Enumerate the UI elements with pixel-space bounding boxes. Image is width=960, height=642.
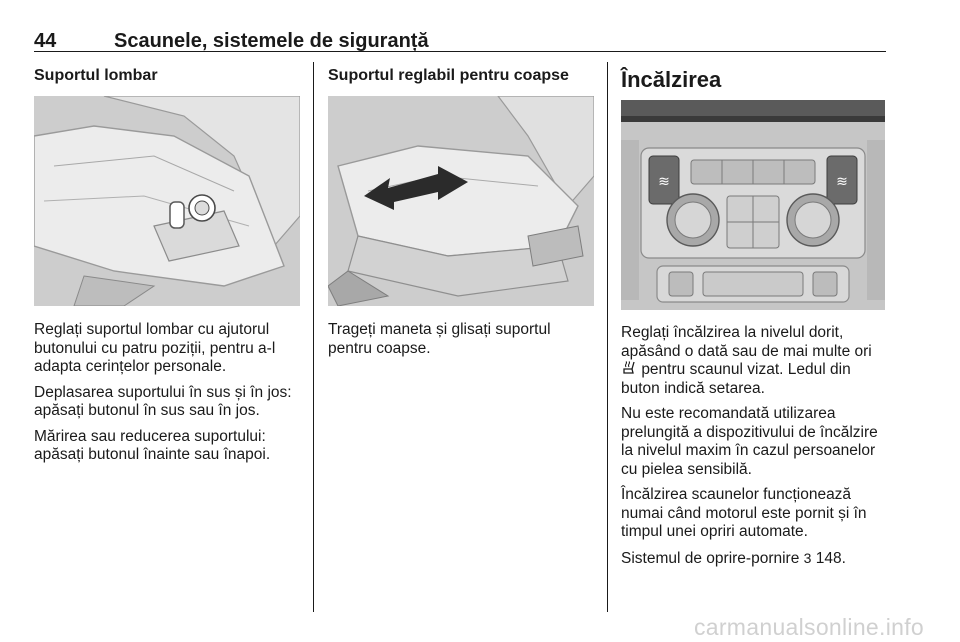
column-divider	[313, 62, 314, 612]
paragraph: Mărirea sau reducerea suportului: apăsați butonul înainte sau înapoi.	[34, 427, 271, 463]
lumbar-text	[34, 321, 300, 465]
page-reference-label: Sistemul de oprire-pornire	[621, 549, 800, 567]
paragraph: Încălzirea scaunelor funcționează numai când motorul este pornit și în timpul unei opriri automate.	[621, 486, 867, 540]
section-title-lumbar: Suportul lombar	[34, 67, 158, 84]
page-reference-arrow-icon: 3	[803, 549, 812, 566]
paragraph	[621, 324, 887, 398]
heating-section	[621, 62, 887, 575]
paragraph: Nu este recomandată utilizarea prelungită a dispozitivului de încălzire la nivelul maxim în cazul persoanelor cu pielea sensibilă.	[621, 405, 878, 478]
watermark: carmanualsonline.info	[693, 614, 924, 640]
lumbar-support-illustration	[34, 96, 300, 306]
paragraph: Deplasarea suportului în sus și în jos: apăsați butonul în sus sau în jos.	[34, 383, 292, 419]
chapter-title: Scaunele, sistemele de siguranță	[114, 30, 429, 52]
thigh-text	[328, 321, 594, 358]
column-divider	[607, 62, 608, 612]
heating-text	[621, 324, 887, 568]
heating-instruction-end: pentru scaunul vizat. Ledul din buton indică setarea.	[621, 361, 851, 397]
seat-heating-icon	[621, 361, 641, 378]
section-title-thigh: Suportul reglabil pentru coapse	[328, 67, 569, 84]
thigh-support-section	[328, 62, 594, 365]
paragraph	[621, 549, 887, 569]
thigh-support-illustration	[328, 96, 594, 306]
page-header	[34, 30, 886, 52]
svg-text:≋: ≋	[836, 174, 848, 190]
lumbar-section	[34, 62, 300, 472]
section-title-heating: Încălzirea	[621, 67, 722, 92]
svg-text:≋: ≋	[658, 174, 670, 190]
climate-control-panel-illustration	[621, 100, 885, 310]
paragraph: Trageți maneta și glisați suportul pentru coapse.	[328, 321, 551, 357]
page-number: 44	[34, 30, 57, 52]
page-reference-link[interactable]: 148.	[815, 549, 846, 567]
heating-instruction-start: Reglați încălzirea la nivelul dorit, apăsând o dată sau de mai multe ori	[621, 324, 872, 360]
paragraph: Reglați suportul lombar cu ajutorul butonului cu patru poziții, pentru a-l adapta cerințelor personale.	[34, 321, 276, 375]
